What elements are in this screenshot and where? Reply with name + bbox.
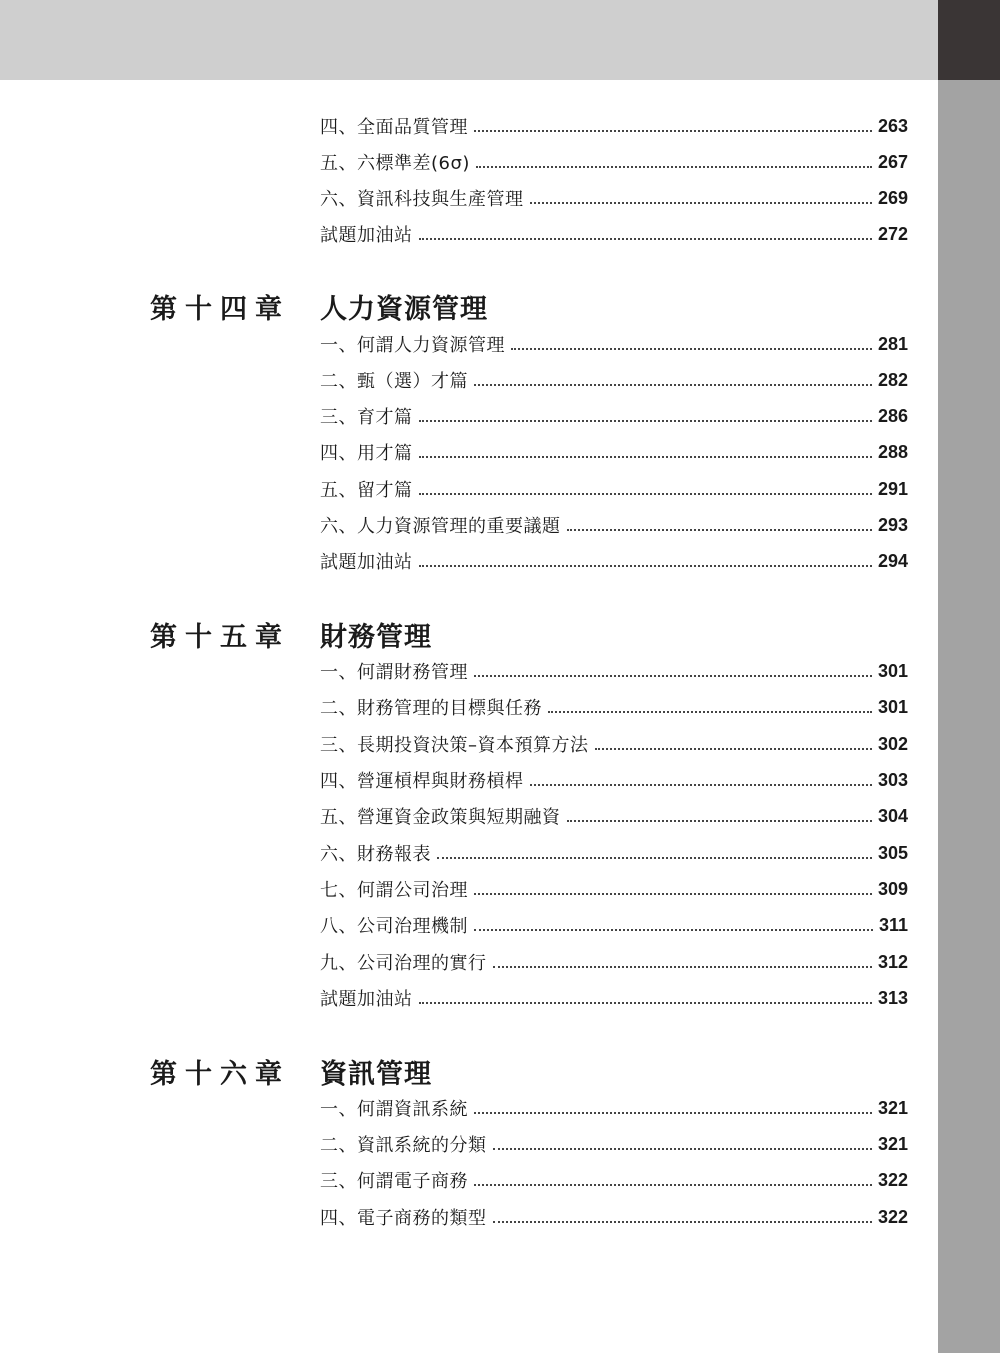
toc-entry-page: 263 [877, 115, 908, 136]
toc-entry-page: 282 [877, 369, 908, 390]
toc-entry[interactable] [320, 1090, 908, 1126]
chapter-title: 人力資源管理 [320, 293, 488, 325]
toc-entry-label: 六、財務報表 [320, 844, 431, 865]
dot-leader [474, 929, 873, 931]
toc-entry[interactable] [320, 543, 908, 579]
toc-entry-label: 九、公司治理的實行 [320, 953, 487, 974]
toc-entry[interactable] [320, 216, 908, 252]
toc-entry-label: 四、用才篇 [320, 443, 413, 464]
toc-entry-label: 試題加油站 [320, 989, 413, 1010]
dot-leader [474, 1112, 872, 1114]
toc-entry[interactable] [320, 980, 908, 1016]
toc-entry-label: 四、電子商務的類型 [320, 1208, 487, 1229]
toc-entry-label: 八、公司治理機制 [320, 916, 468, 937]
toc-entry[interactable] [320, 762, 908, 798]
toc-entry-label: 六、資訊科技與生產管理 [320, 189, 524, 210]
toc-entry-label: 試題加油站 [320, 225, 413, 246]
toc-entry[interactable] [320, 835, 908, 871]
chapter-heading[interactable] [150, 612, 432, 656]
toc-entry-page: 288 [877, 441, 908, 462]
toc-entry-page: 321 [877, 1097, 908, 1118]
toc-entry-label: 五、六標準差(6σ) [320, 153, 470, 174]
toc-entry-page: 322 [877, 1169, 908, 1190]
corner-tab-block [938, 0, 1000, 80]
toc-entry-page: 272 [877, 223, 908, 244]
dot-leader [511, 348, 872, 350]
toc-entry[interactable] [320, 944, 908, 980]
toc-entry-page: 301 [877, 696, 908, 717]
dot-leader [474, 893, 872, 895]
toc-entry-page: 321 [877, 1133, 908, 1154]
toc-entry[interactable] [320, 907, 908, 943]
chapter-heading[interactable] [150, 284, 488, 328]
toc-entry[interactable] [320, 798, 908, 834]
toc-entry[interactable] [320, 398, 908, 434]
toc-entry-label: 一、何謂資訊系統 [320, 1099, 468, 1120]
toc-entry-label: 一、何謂人力資源管理 [320, 335, 505, 356]
toc-entry-label: 五、留才篇 [320, 480, 413, 501]
toc-entry-page: 294 [877, 550, 908, 571]
dot-leader [595, 748, 872, 750]
toc-entry[interactable] [320, 653, 908, 689]
toc-entry[interactable] [320, 726, 908, 762]
chapter-number: 第十四章 [150, 293, 290, 325]
dot-leader [474, 1184, 872, 1186]
toc-entry-page: 312 [877, 951, 908, 972]
toc-entry-label: 二、財務管理的目標與任務 [320, 698, 542, 719]
dot-leader [437, 857, 872, 859]
toc-entry-page: 293 [877, 514, 908, 535]
toc-entry-page: 322 [877, 1206, 908, 1227]
toc-entry[interactable] [320, 144, 908, 180]
dot-leader [530, 784, 872, 786]
toc-entry-label: 三、何謂電子商務 [320, 1171, 468, 1192]
toc-entry[interactable] [320, 507, 908, 543]
toc-entry[interactable] [320, 326, 908, 362]
side-thumb-strip [938, 80, 1000, 1353]
dot-leader [419, 456, 872, 458]
toc-entry[interactable] [320, 1199, 908, 1235]
toc-entry-label: 三、育才篇 [320, 407, 413, 428]
dot-leader [476, 166, 872, 168]
dot-leader [530, 202, 872, 204]
toc-entry-label: 二、資訊系統的分類 [320, 1135, 487, 1156]
dot-leader [548, 711, 872, 713]
toc-entry-page: 291 [877, 478, 908, 499]
dot-leader [419, 1002, 872, 1004]
dot-leader [419, 238, 872, 240]
toc-entry-page: 301 [877, 660, 908, 681]
dot-leader [474, 384, 872, 386]
dot-leader [493, 966, 872, 968]
toc-entry-label: 六、人力資源管理的重要議題 [320, 516, 561, 537]
toc-entry[interactable] [320, 108, 908, 144]
dot-leader [474, 130, 872, 132]
toc-entry-page: 304 [877, 805, 908, 826]
toc-entry-page: 309 [877, 878, 908, 899]
toc-entry[interactable] [320, 180, 908, 216]
toc-entry-label: 三、長期投資決策–資本預算方法 [320, 735, 589, 756]
dot-leader [493, 1221, 872, 1223]
toc-entry[interactable] [320, 471, 908, 507]
toc-entry-page: 267 [877, 151, 908, 172]
chapter-heading[interactable] [150, 1049, 432, 1093]
dot-leader [419, 565, 872, 567]
toc-entry-label: 二、甄（選）才篇 [320, 371, 468, 392]
toc-entry[interactable] [320, 1162, 908, 1198]
toc-entry-label: 五、營運資金政策與短期融資 [320, 807, 561, 828]
toc-entry-page: 313 [877, 987, 908, 1008]
toc-entry[interactable] [320, 1126, 908, 1162]
toc-entry-label: 一、何謂財務管理 [320, 662, 468, 683]
toc-entry[interactable] [320, 362, 908, 398]
toc-entry-page: 302 [877, 733, 908, 754]
toc-entry-page: 269 [877, 187, 908, 208]
dot-leader [419, 420, 872, 422]
toc-entry-page: 281 [877, 333, 908, 354]
toc-entry[interactable] [320, 871, 908, 907]
chapter-number: 第十六章 [150, 1058, 290, 1090]
toc-entry-label: 試題加油站 [320, 552, 413, 573]
dot-leader [419, 493, 872, 495]
chapter-title: 資訊管理 [320, 1058, 432, 1090]
dot-leader [493, 1148, 872, 1150]
toc-entry-label: 四、營運槓桿與財務槓桿 [320, 771, 524, 792]
chapter-title: 財務管理 [320, 621, 432, 653]
toc-entry[interactable] [320, 689, 908, 725]
toc-entry-page: 303 [877, 769, 908, 790]
dot-leader [567, 529, 872, 531]
chapter-number: 第十五章 [150, 621, 290, 653]
toc-entry-label: 四、全面品質管理 [320, 117, 468, 138]
toc-entry-page: 311 [878, 914, 908, 935]
toc-entry-label: 七、何謂公司治理 [320, 880, 468, 901]
toc-entry-page: 305 [877, 842, 908, 863]
dot-leader [567, 820, 872, 822]
toc-entry[interactable] [320, 434, 908, 470]
toc-entry-page: 286 [877, 405, 908, 426]
dot-leader [474, 675, 872, 677]
